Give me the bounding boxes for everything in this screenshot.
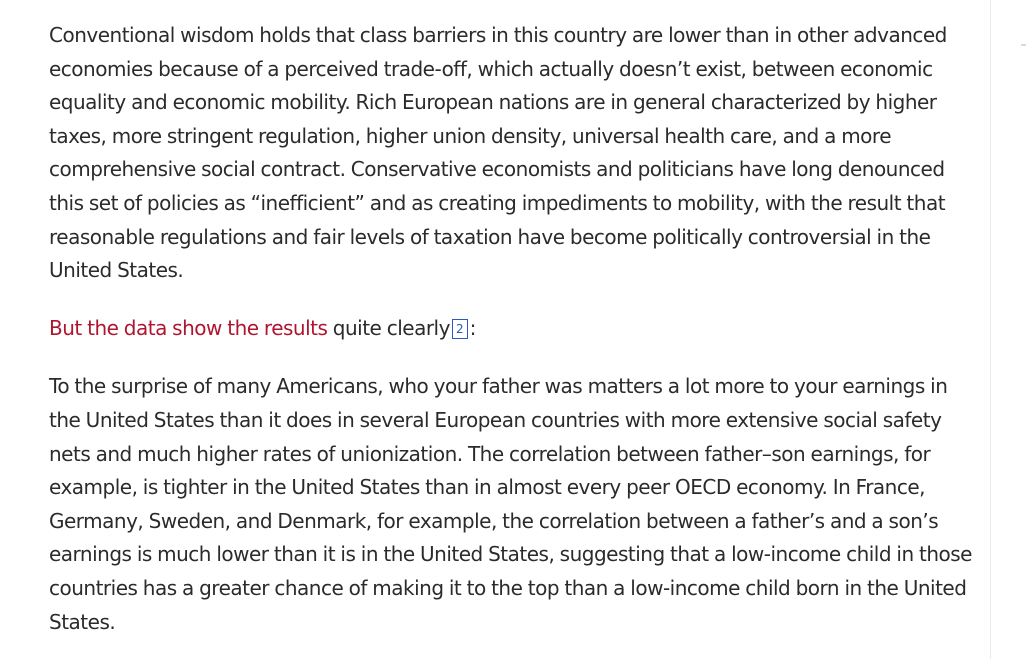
paragraph-1: Conventional wisdom holds that class barriers in this country are lower than in other advanced economies because of a perceived trade-off, which actually doesn’t exist, between economic equality and economic mobility. Rich European nations are in general characterized by higher taxes, more stringent regulation, higher union density, universal health care, and a more comprehensive social contract. Conservative economists and politicians have long denounced this set of policies as “inefficient” and as creating impediments to mobility, with the result that reasonable regulations and fair levels of taxation have become politically controversial in the United States. — [49, 23, 947, 283]
footnote-2-button[interactable]: 2 — [452, 319, 468, 339]
data-source-link[interactable]: But the data show the results — [49, 315, 328, 340]
edge-mark — [1021, 44, 1026, 46]
sidebar-divider — [990, 0, 991, 659]
paragraph-2 — [49, 312, 974, 346]
paragraph-3: To the surprise of many Americans, who your father was matters a lot more to your earnings in the United States than it does in several European countries with more extensive social safety nets and much higher rates of unionization. The correlation between father–son earnings, for example, is tighter in the United States than in almost every peer OECD economy. In France, Germany, Sweden, and Denmark, for example, the correlation between a father’s and a son’s earnings is much lower than it is in the United States, suggesting that a low-income child in those countries has a greater chance of making it to the top than a low-income child born in the United States. — [49, 374, 972, 634]
paragraph-2-text: quite clearly — [327, 315, 450, 340]
paragraph-2-suffix: : — [469, 315, 476, 340]
article-body — [49, 19, 974, 639]
